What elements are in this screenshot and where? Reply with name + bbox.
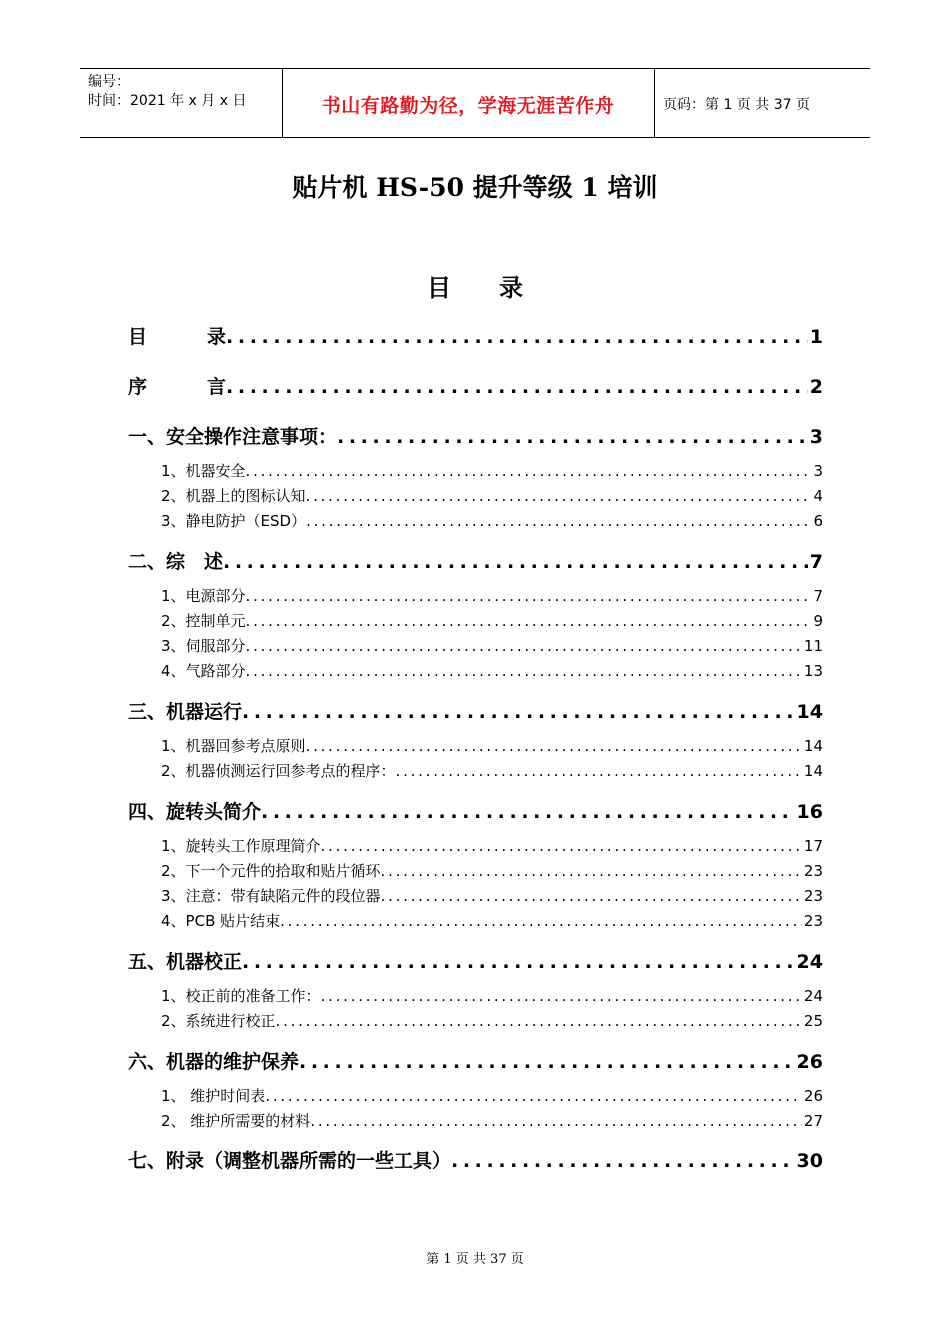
toc-page-number: 11	[803, 637, 823, 655]
toc-section-entry[interactable]	[128, 885, 823, 906]
toc-section-entry[interactable]	[128, 1010, 823, 1031]
toc-section-entry[interactable]	[128, 635, 823, 656]
toc-entry-label: 四、旋转头简介	[128, 801, 262, 823]
toc-page-number: 14	[803, 762, 823, 780]
toc-dot-leader	[265, 1087, 802, 1105]
toc-section-entry[interactable]	[128, 610, 823, 631]
toc-entry-label: 2、下一个元件的拾取和贴片循环	[161, 862, 381, 880]
toc-chapter-entry[interactable]	[128, 372, 823, 399]
toc-entry-label-part2: 言	[207, 376, 227, 398]
toc-page-number: 7	[813, 587, 823, 605]
toc-page-number: 2	[809, 376, 823, 398]
toc-dot-leader	[321, 837, 802, 855]
header-motto-cell	[282, 69, 655, 137]
toc-page-number: 24	[803, 987, 823, 1005]
toc-page-number: 13	[803, 662, 823, 680]
toc-dot-leader	[306, 487, 812, 505]
toc-page-number: 3	[809, 426, 823, 448]
toc-dot-leader	[321, 987, 802, 1005]
toc-section-entry[interactable]	[128, 760, 823, 781]
header-page-info: 页码：第 1 页 共 37 页	[663, 97, 810, 113]
toc-entry-label: 2、 维护所需要的材料	[161, 1112, 311, 1130]
toc-chapter-entry[interactable]	[128, 547, 823, 574]
toc-dot-leader	[223, 551, 808, 573]
document-number-label: 编号：	[88, 74, 130, 90]
toc-entry-label: 1、校正前的准备工作：	[161, 987, 321, 1005]
toc-dot-leader	[280, 912, 802, 930]
toc-page-number: 9	[813, 612, 823, 630]
toc-entry-label: 三、机器运行	[128, 701, 243, 723]
toc-page-number: 3	[813, 462, 823, 480]
toc-entry-label: 1、 维护时间表	[161, 1087, 266, 1105]
toc-page-number: 23	[803, 912, 823, 930]
toc-page-number: 17	[803, 837, 823, 855]
toc-dot-leader	[242, 951, 795, 973]
toc-page-number: 27	[803, 1112, 823, 1130]
toc-dot-leader	[306, 737, 802, 755]
document-title: 贴片机 HS-50 提升等级 1 培训	[292, 173, 658, 202]
toc-dot-leader	[381, 887, 802, 905]
toc-dot-leader	[261, 801, 795, 823]
toc-page-number: 7	[809, 551, 823, 573]
toc-entry-label: 4、PCB 贴片结束	[161, 912, 281, 930]
toc-section-entry[interactable]	[128, 910, 823, 931]
toc-page-number: 1	[809, 326, 823, 348]
toc-chapter-entry[interactable]	[128, 797, 823, 824]
toc-page-number: 23	[803, 862, 823, 880]
toc-dot-leader	[246, 587, 812, 605]
toc-heading: 目 录	[427, 274, 523, 302]
toc-dot-leader	[299, 1051, 795, 1073]
toc-dot-leader	[337, 426, 808, 448]
toc-dot-leader	[451, 1150, 795, 1172]
toc-page-number: 4	[813, 487, 823, 505]
page-header	[80, 68, 870, 138]
toc-dot-leader	[276, 1012, 802, 1030]
toc-section-entry[interactable]	[128, 835, 823, 856]
toc-entry-label: 2、系统进行校正	[161, 1012, 276, 1030]
toc-section-entry[interactable]	[128, 860, 823, 881]
toc-dot-leader	[310, 1112, 802, 1130]
toc-entry-label: 1、电源部分	[161, 587, 246, 605]
toc-section-entry[interactable]	[128, 1110, 823, 1131]
toc-entry-label: 3、注意：带有缺陷元件的段位器	[161, 887, 381, 905]
toc-entry-label: 3、静电防护（ESD）	[161, 512, 307, 530]
toc-dot-leader	[246, 637, 802, 655]
toc-dot-leader	[396, 762, 802, 780]
toc-entry-label: 1、机器回参考点原则	[161, 737, 306, 755]
toc-section-entry[interactable]	[128, 660, 823, 681]
toc-page-number: 16	[796, 801, 823, 823]
toc-page-number: 14	[796, 701, 823, 723]
toc-entry-label: 七、附录（调整机器所需的一些工具）	[128, 1150, 452, 1172]
toc-chapter-entry[interactable]	[128, 422, 823, 449]
toc-dot-leader	[226, 326, 808, 348]
toc-page-number: 26	[796, 1051, 823, 1073]
toc-entry-label: 1、机器安全	[161, 462, 246, 480]
toc-entry-label: 2、控制单元	[161, 612, 246, 630]
toc-page-number: 14	[803, 737, 823, 755]
toc-page-number: 25	[803, 1012, 823, 1030]
toc-entry-label-part2: 录	[207, 326, 227, 348]
toc-chapter-entry[interactable]	[128, 947, 823, 974]
toc-entry-label: 3、伺服部分	[161, 637, 246, 655]
toc-page-number: 26	[803, 1087, 823, 1105]
toc-page-number: 24	[796, 951, 823, 973]
toc-dot-leader	[381, 862, 802, 880]
toc-entry-label: 六、机器的维护保养	[128, 1051, 300, 1073]
page-footer: 第 1 页 共 37 页	[426, 1252, 524, 1267]
toc-chapter-entry[interactable]	[128, 1047, 823, 1074]
toc-section-entry[interactable]	[128, 1085, 823, 1106]
toc-section-entry[interactable]	[128, 735, 823, 756]
toc-dot-leader	[246, 612, 812, 630]
toc-dot-leader	[246, 662, 802, 680]
toc-entry-label: 目	[128, 326, 148, 348]
toc-section-entry[interactable]	[128, 460, 823, 481]
toc-entry-label: 2、机器侦测运行回参考点的程序：	[161, 762, 396, 780]
toc-section-entry[interactable]	[128, 510, 823, 531]
toc-dot-leader	[246, 462, 812, 480]
toc-entry-label: 二、综 述	[128, 551, 224, 573]
toc-entry-label: 序	[128, 376, 148, 398]
toc-entry-label: 一、安全操作注意事项：	[128, 426, 338, 448]
header-page-cell	[655, 69, 870, 137]
toc-entry-label: 1、旋转头工作原理简介	[161, 837, 321, 855]
toc-entry-label: 4、气路部分	[161, 662, 246, 680]
toc-entry-label: 五、机器校正	[128, 951, 243, 973]
toc-section-entry[interactable]	[128, 985, 823, 1006]
toc-dot-leader	[306, 512, 811, 530]
toc-chapter-entry[interactable]	[128, 697, 823, 724]
toc-entry-label: 2、机器上的图标认知	[161, 487, 306, 505]
toc-dot-leader	[226, 376, 808, 398]
toc-section-entry[interactable]	[128, 485, 823, 506]
toc-chapter-entry[interactable]	[128, 1146, 823, 1173]
toc-section-entry[interactable]	[128, 585, 823, 606]
toc-page-number: 30	[796, 1150, 823, 1172]
toc-page-number: 6	[813, 512, 823, 530]
document-date-label: 时间：2021 年 x 月 x 日	[88, 93, 247, 109]
toc-dot-leader	[242, 701, 795, 723]
header-meta-cell	[80, 69, 283, 137]
header-motto: 书山有路勤为径，学海无涯苦作舟	[321, 95, 615, 117]
toc-chapter-entry[interactable]	[128, 322, 823, 349]
toc-page-number: 23	[803, 887, 823, 905]
